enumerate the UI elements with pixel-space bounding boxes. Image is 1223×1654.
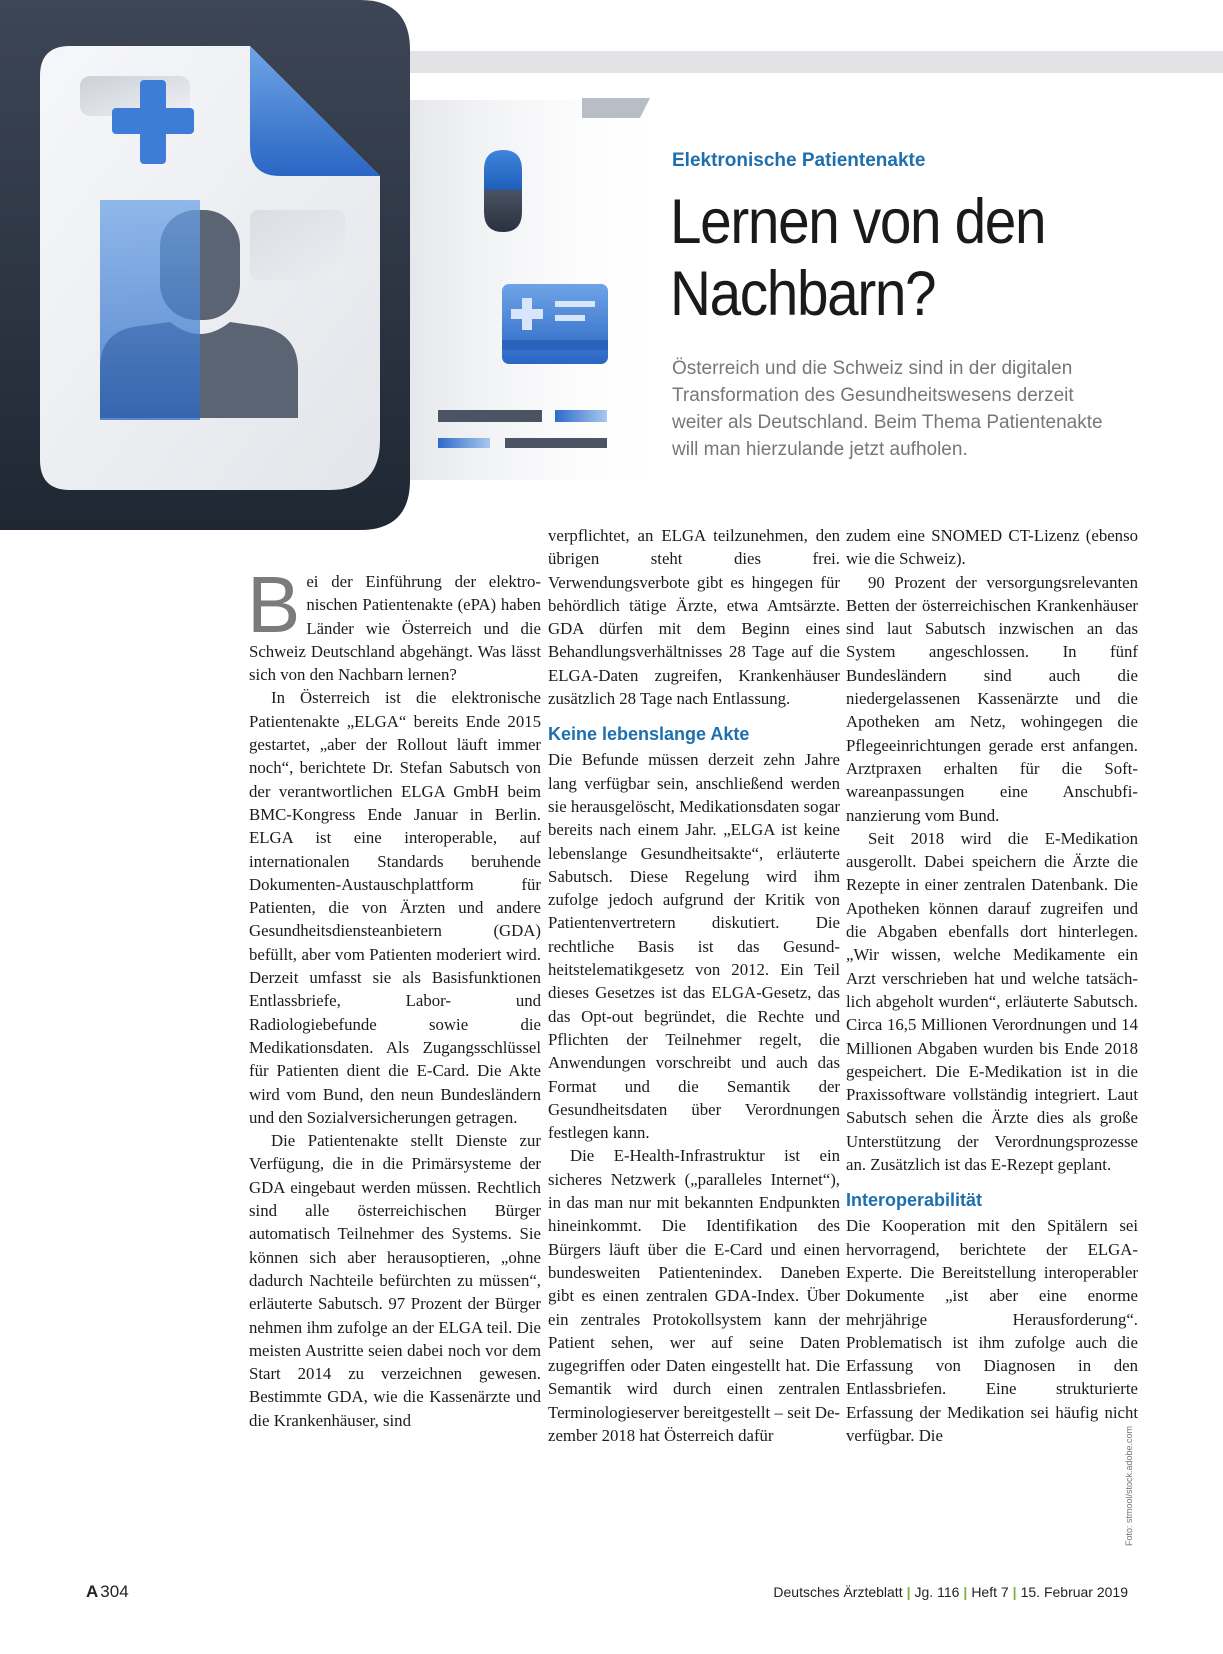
capsule-icon	[484, 150, 522, 232]
article-column-2	[548, 524, 840, 1447]
separator: |	[906, 1584, 911, 1600]
section-letter: A	[86, 1582, 99, 1601]
paragraph: Die Kooperation mit den Spitälern sei hervorragend, berichtete der ELGA-Experte. Die Bereitstellung interoperabler Dokumente „ist aber eine enorme mehrjährige Herausforderung“. Problematisch ist ihm zufolge auch die Erfassung von Diagnosen in den Entlassbriefen. Eine strukturierte Erfassung der Medikation sei häufig nicht verfügbar. Die	[846, 1216, 1138, 1445]
title-line-1: Lernen von den	[670, 187, 1046, 257]
issue-date: 15. Februar 2019	[1020, 1584, 1128, 1600]
article-column-1	[247, 560, 541, 1432]
intro-paragraph	[247, 560, 541, 686]
subheading: Interoperabilität	[846, 1190, 983, 1211]
paragraph: Die Befunde müssen derzeit zehn Jahre lang verfügbar sein, anschließend werden sie herausgelöscht, Medikationsdaten sogar bereits nach einem Jahr. „ELGA ist keine lebenslange Gesundheitsakte“, erläuterte Sabutsch. Diese Regelung wird ihm zufolge jedoch aufgrund der Kritik von Patientenvertretern diskutiert. Die rechtliche Basis ist das Gesundheitstelematikgesetz von 2012. Ein Teil dieses Gesetzes ist das ELGA-Gesetz, das das Opt-out begründet, die Rechte und Pflichten der Teilnehmer regelt, die Anwendungen vorschreibt und auch das Format und die Semantik der Gesundheitsdaten über Verordnungen festlegen kann.	[548, 750, 840, 1143]
volume: Jg. 116	[914, 1584, 960, 1600]
journal-citation	[773, 1584, 1128, 1600]
lead-paragraph: Österreich und die Schweiz sind in der digitalen Transformation des Gesundheitswesens derzeit weiter als Deutschland. Beim Thema Patientenakte will man hierzulande jetzt aufholen.	[672, 358, 1103, 460]
paragraph: zudem eine SNOMED CT-Lizenz (ebenso wie die Schweiz).	[846, 526, 1138, 569]
page-title	[670, 186, 1138, 330]
paragraph: verpflichtet, an ELGA teilzunehmen, den übrigen steht dies frei. Verwendungsverbote gibt es hingegen für behördlich tätige Ärzte, etwa Amtsärzte. GDA dürfen mit dem Beginn eines Behandlungsverhältnisses 28 Tage auf die ELGA-Daten zugreifen, Krankenhäuser zusätzlich 28 Tage nach Entlassung.	[548, 526, 840, 709]
title-line-2: Nachbarn?	[670, 259, 936, 329]
journal-name: Deutsches Ärzteblatt	[773, 1584, 903, 1600]
issue: Heft 7	[971, 1584, 1009, 1600]
paragraph: Die E-Health-Infrastruktur ist ein sicheres Netzwerk („paralleles Internet“), in das man nur mit bekannten Endpunkten hineinkommt. Die Identifikation des Bürgers läuft über die E-Card und einen bundesweiten Patientenindex. Daneben gibt es einen zentralen GDA-Index. Über ein zentrales Protokollsystem kann der Patient sehen, wer auf seine Daten zugegriffen oder Daten eingestellt hat. Die Semantik wird durch einen zentralen Terminologieserver bereitgestellt – seit Dezember 2018 hat Österreich dafür	[548, 1146, 840, 1445]
drop-cap: B	[247, 560, 301, 649]
kicker: Elektronische Patientenakte	[672, 150, 926, 171]
separator: |	[963, 1584, 968, 1600]
separator: |	[1012, 1584, 1017, 1600]
page-number-value: 304	[100, 1582, 129, 1601]
paragraph: 90 Prozent der versorgungsrelevanten Betten der österreichischen Krankenhäuser sind laut Sabutsch inzwischen an das System angeschlossen. In fünf Bundesländern sind auch die niedergelassenen Kassenärzte und die Apotheken am Netz, wohingegen die Pflegeeinrichtungen gerade erst anfangen. Arztpraxen erhalten für die Softwareanpassungen eine Anschubfinanzierung vom Bund.	[846, 572, 1138, 825]
health-card-icon	[502, 284, 608, 364]
intro-text: ei der Einführung der elektronischen Patientenakte (ePA) haben Länder wie Österreich und die Schweiz Deutschland abgehängt. Was lässt sich von den Nachbarn lernen?	[249, 572, 541, 685]
photo-credit: Foto: stmool/stock.adobe.com	[1124, 1425, 1134, 1546]
hero-illustration	[0, 0, 680, 560]
paragraph: Seit 2018 wird die E-Medikation ausgerollt. Dabei speichern die Ärzte die Rezepte in einer zentralen Datenbank. Die Apotheken können darauf zugreifen und die Abgaben ebenfalls dort hinterlegen. „Wir wissen, welche Medikamente ein Arzt verschrieben hat und welche tatsächlich abgeholt wurden“, erläuterte Sabutsch. Circa 16,5 Millionen Verordnungen und 14 Millionen Abgaben wurden bis Ende 2018 gespeichert. Die E-Medikation ist in die Praxissoftware vollständig integriert. Laut Sabutsch sehen die Ärzte dies als große Unterstützung der Verordnungsprozesse an. Zusätzlich ist das E-Rezept geplant.	[846, 828, 1138, 1175]
paragraph: In Österreich ist die elektronische Patientenakte „ELGA“ bereits Ende 2015 gestartet, „aber der Rollout läuft immer noch“, berichtete Dr. Stefan Sabutsch von der verantwortlichen ELGA GmbH beim BMC-Kongress Ende Januar in Berlin. ELGA ist eine interoperable, auf internationalen Standards beruhende Dokumenten-Austauschplattform für Patienten, die von Ärzten und andere Gesundheitsdiensteanbietern (GDA) befüllt, aber vom Patienten moderiert wird. Derzeit umfasst sie als Basisfunktionen Entlassbriefe, Labor- und Radiologiebefunde sowie die Medikationsdaten. Als Zugangsschlüssel für Patienten dient die E-Card. Die Akte wird vom Bund, den neun Bundesländern und den Sozialversicherungen getragen.	[249, 688, 541, 1127]
page-number	[86, 1582, 129, 1602]
paragraph: Die Patientenakte stellt Dienste zur Verfügung, die in die Primärsysteme der GDA eingebaut werden müssen. Rechtlich sind alle österreichischen Bürger automatisch Teilnehmer des Systems. Sie können sich aber herausoptieren, „ohne dadurch Nachteile befürchten zu müssen“, erläuterte Sabutsch. 97 Prozent der Bürger nehmen ihm zufolge an der ELGA teil. Die meisten Austritte seien dabei noch vor dem Start 2014 zu verzeichnen gewesen. Bestimmte GDA, wie die Kassenärzte und die Krankenhäuser, sind	[249, 1131, 541, 1430]
subheading: Keine lebenslange Akte	[548, 724, 750, 745]
article-column-3	[846, 524, 1138, 1447]
